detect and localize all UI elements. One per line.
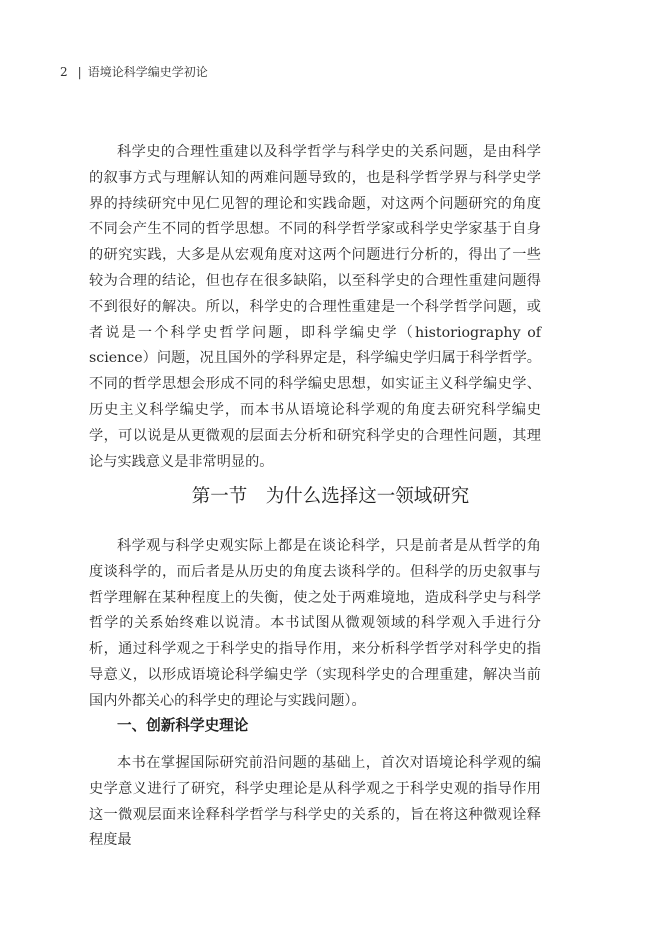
- section-title: 第一节 为什么选择这一领域研究: [191, 486, 470, 507]
- subsection-title: 一、创新科学史理论: [117, 717, 249, 734]
- header-separator: |: [77, 65, 82, 79]
- body-paragraph-3: 本书在掌握国际研究前沿问题的基础上，首次对语境论科学观的编史学意义进行了研究，科学史理论是从科学观之于科学史观的指导作用这一微观层面来诠释科学哲学与科学史的关系的，旨在将这种微观诠释程度最: [89, 755, 541, 849]
- running-header: [60, 64, 208, 80]
- body-paragraph-2: 科学观与科学史观实际上都是在谈论科学，只是前者是从哲学的角度谈科学的，而后者是从历史的角度去谈科学的。但科学的历史叙事与哲学理解在某种程度上的失衡，使之处于两难境地，造成科学史与科学哲学的关系始终难以说清。本书试图从微观领域的科学观入手进行分析，通过科学观之于科学史的指导作用，来分析科学哲学对科学史的指导意义，以形成语境论科学编史学（实现科学史的合理重建，解决当前国内外都关心的科学史的理论与实践问题）。: [89, 538, 541, 709]
- book-title: 语境论科学编史学初论: [87, 65, 208, 79]
- page-number: 2: [60, 65, 68, 79]
- body-paragraph-1: 科学史的合理性重建以及科学哲学与科学史的关系问题，是由科学的叙事方式与理解认知的两难问题导致的，也是科学哲学界与科学史学界的持续研究中见仁见智的理论和实践命题，对这两个问题研究的角度不同会产生不同的哲学思想。不同的科学哲学家或科学史学家基于自身的研究实践，大多是从宏观角度对这两个问题进行分析的，得出了一些较为合理的结论，但也存在很多缺陷，以至科学史的合理性重建问题得不到很好的解决。所以，科学史的合理性重建是一个科学哲学问题，或者说是一个科学史哲学问题，即科学编史学（historiography of science）问题，况且国外的学科界定是，科学编史学归属于科学哲学。不同的哲学思想会形成不同的科学编史思想，如实证主义科学编史学、历史主义科学编史学，而本书从语境论科学观的角度去研究科学编史学，可以说是从更微观的层面去分析和研究科学史的合理性问题，其理论与实践意义是非常明显的。: [89, 144, 541, 470]
